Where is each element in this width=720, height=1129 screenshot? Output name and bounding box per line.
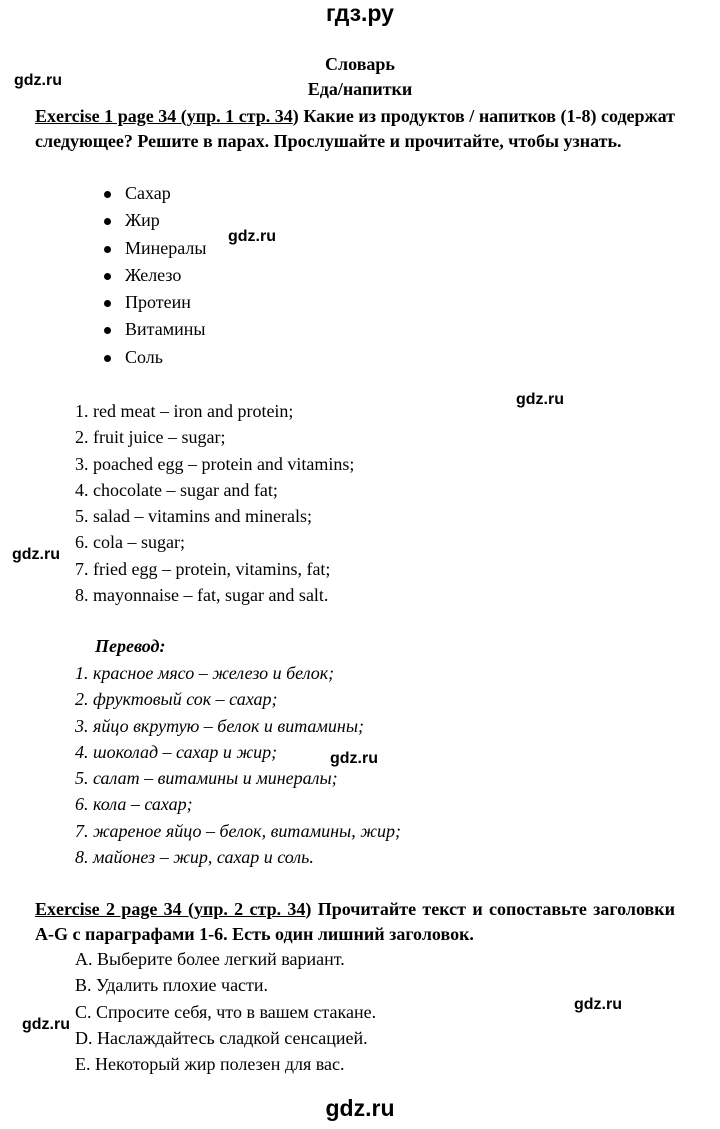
list-item: E. Некоторый жир полезен для вас.: [75, 1054, 345, 1075]
nutrient-list: [100, 180, 206, 371]
bullet-icon: [104, 273, 111, 280]
exercise-2-heading: [35, 897, 675, 947]
list-item: Сахар: [100, 180, 206, 207]
list-item: 4. шоколад – сахар и жир;: [75, 741, 278, 762]
bullet-icon: [104, 218, 111, 225]
list-item: C. Спросите себя, что в вашем стакане.: [75, 1001, 377, 1022]
exercise-1-heading: [35, 104, 675, 154]
section-subtitle: Еда/напитки: [307, 79, 413, 99]
list-item: Витамины: [100, 316, 206, 343]
list-item: Протеин: [100, 289, 206, 316]
bullet-icon: [104, 327, 111, 334]
list-item: Соль: [100, 344, 206, 371]
list-item: 7. жареное яйцо – белок, витамины, жир;: [75, 820, 401, 841]
watermark: gdz.ru: [22, 1016, 70, 1033]
watermark: gdz.ru: [516, 391, 564, 408]
watermark: gdz.ru: [574, 996, 622, 1013]
answers-list: [75, 398, 354, 608]
exercise-2-task: Прочитайте текст и сопоставьте заголовки A-G с параграфами 1-6. Есть один лишний заголовок.: [35, 899, 675, 944]
watermark: gdz.ru: [14, 72, 62, 89]
bullet-icon: [104, 355, 111, 362]
list-item: 6. кола – сахар;: [75, 794, 193, 815]
list-item: 8. mayonnaise – fat, sugar and salt.: [75, 585, 329, 606]
site-footer: gdz.ru: [325, 1095, 395, 1121]
watermark: gdz.ru: [228, 228, 276, 245]
exercise-2-ref: Exercise 2 page 34 (упр. 2 стр. 34: [35, 899, 306, 919]
list-item: A. Выберите более легкий вариант.: [75, 949, 345, 969]
bullet-icon: [104, 300, 111, 307]
exercise-1-ref-close: ): [292, 106, 299, 126]
exercise-1-ref: Exercise 1 page 34 (упр. 1 стр. 34: [35, 106, 293, 126]
bullet-icon: [104, 191, 111, 198]
list-item: 1. красное мясо – железо и белок;: [75, 663, 335, 683]
list-item: 2. fruit juice – sugar;: [75, 427, 226, 448]
site-header: гдз.ру: [326, 0, 394, 26]
list-item: 5. салат – витамины и минералы;: [75, 768, 338, 789]
list-item: D. Наслаждайтесь сладкой сенсацией.: [75, 1027, 368, 1048]
list-item: 6. cola – sugar;: [75, 532, 185, 553]
watermark: gdz.ru: [12, 546, 60, 563]
bullet-icon: [104, 246, 111, 253]
list-item: 1. red meat – iron and protein;: [75, 401, 294, 421]
list-item: Жир: [100, 207, 206, 234]
list-item: 3. яйцо вкрутую – белок и витамины;: [75, 715, 365, 736]
list-item: 8. майонез – жир, сахар и соль.: [75, 847, 314, 868]
translation-title: Перевод:: [95, 636, 166, 656]
exercise-1-task: Какие из продуктов / напитков (1-8) содержат следующее? Решите в парах. Прослушайте и прочитайте, чтобы узнать.: [35, 106, 675, 151]
list-item: 2. фруктовый сок – сахар;: [75, 689, 278, 710]
list-item: B. Удалить плохие части.: [75, 975, 269, 996]
list-item: 3. poached egg – protein and vitamins;: [75, 453, 355, 474]
watermark: gdz.ru: [330, 750, 378, 767]
section-title: Словарь: [325, 54, 395, 74]
list-item: 4. chocolate – sugar and fat;: [75, 479, 278, 500]
list-item: Минералы: [100, 235, 206, 262]
list-item: Железо: [100, 262, 206, 289]
headings-list: [75, 946, 376, 1077]
exercise-2-ref-close: ): [305, 899, 312, 919]
list-item: 5. salad – vitamins and minerals;: [75, 506, 312, 527]
list-item: 7. fried egg – protein, vitamins, fat;: [75, 558, 331, 579]
